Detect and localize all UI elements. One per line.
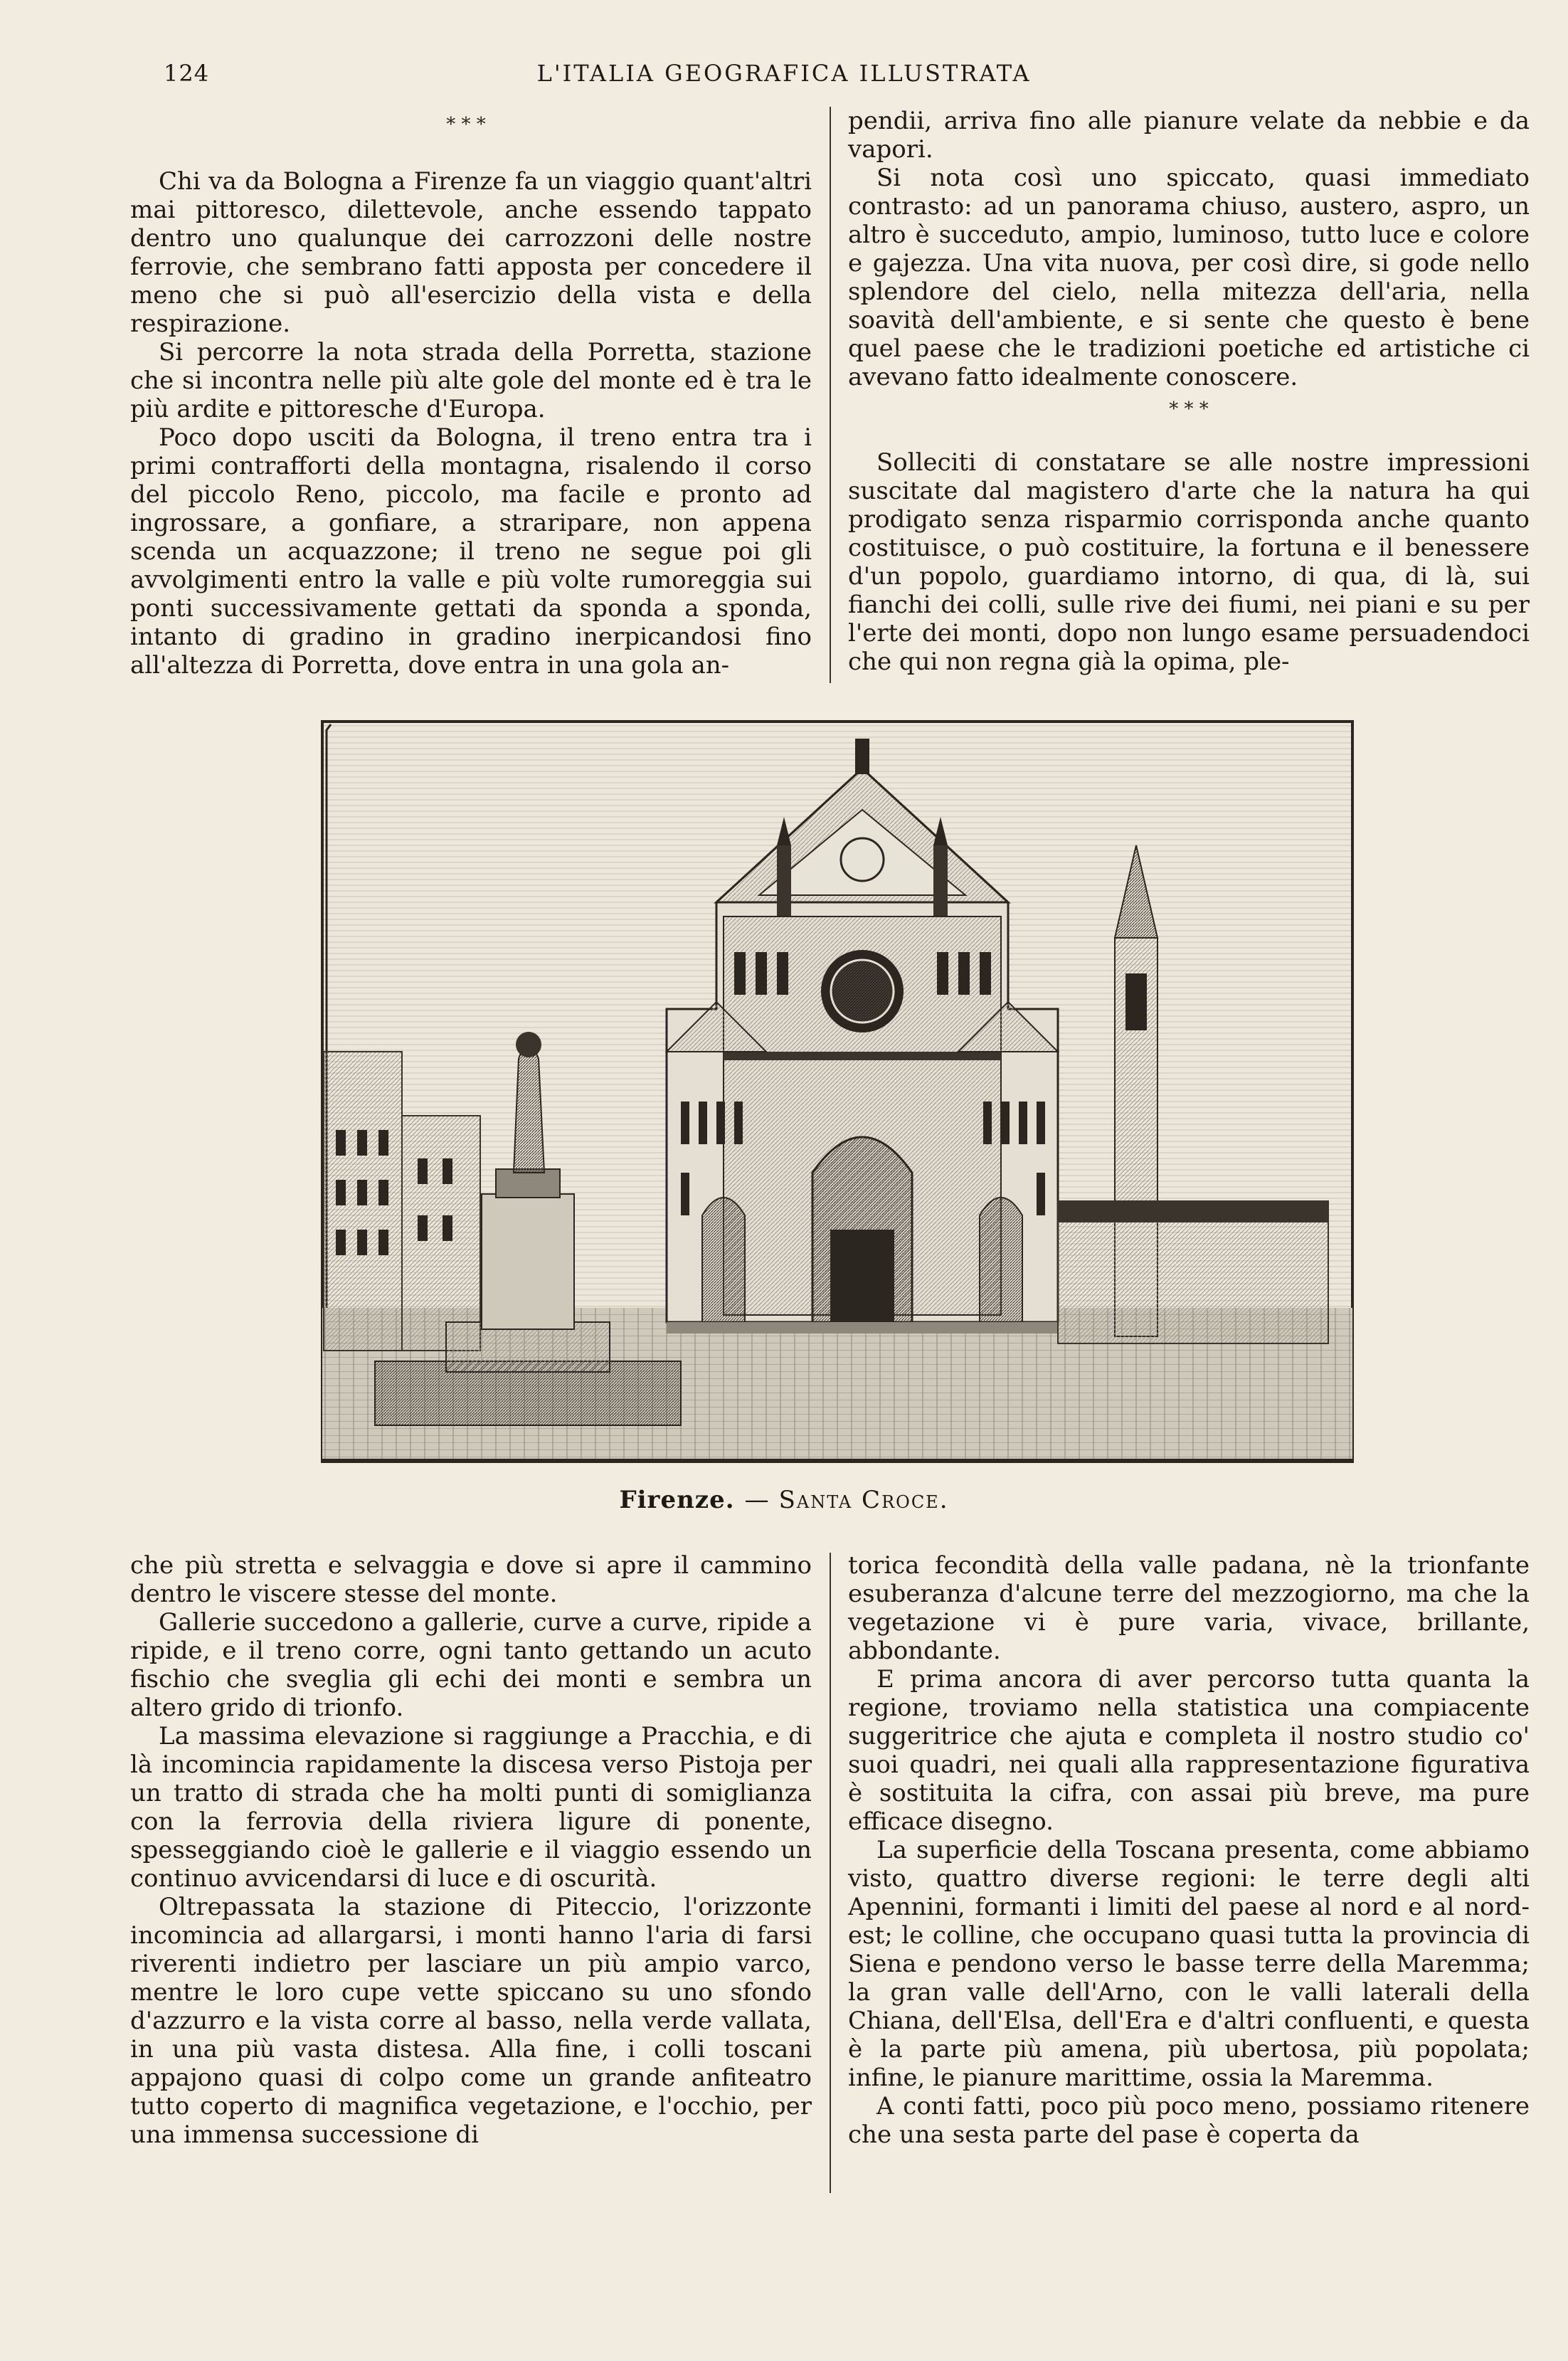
paragraph: Gallerie succedono a gallerie, curve a curve, ripide a ripide, e il treno corre, ogni tanto gettando un acuto fischio che sveglia gli echi dei monti e sembra un altero grido di trionfo. [130,1608,812,1722]
paragraph: che più stretta e selvaggia e dove si apre il cammino dentro le viscere stesse del monte. [130,1551,812,1608]
paragraph: Si nota così uno spiccato, quasi immediato contrasto: ad un panorama chiuso, austero, aspro, un altro è succeduto, ampio, luminoso, tutto luce e colore e gajezza. Una vita nuova, per così dire, si gode nello splendore del cielo, nella mitezza dell'aria, nella soavità dell'ambiente, e si sente che questo è bene quel paese che le tradizioni poetiche ed artistiche ci avevano fatto idealmente conoscere. [848,164,1530,391]
figure-caption [0,1486,1568,1514]
caption-subject: Santa Croce. [778,1486,949,1514]
paragraph: La massima elevazione si raggiunge a Pracchia, e di là incomincia rapidamente la discesa verso Pistoja per un tratto di strada che ha molti punti di somiglianza con la ferrovia della riviera ligure di ponente, spesseggiando cioè le gallerie e il viaggio essendo un continuo avvicendarsi di luce e di oscurità. [130,1722,812,1893]
engraving-santa-croce [318,717,1357,1466]
section-asterism-mid: * * * [1169,398,1209,420]
paragraph: torica fecondità della valle padana, nè la trionfante esuberanza d'alcune terre del mezzogiorno, ma che la vegetazione vi è pure varia, vivace, brillante, abbondante. [848,1551,1530,1665]
text-column-bottom-left [130,1551,812,2149]
paragraph: Solleciti di constatare se alle nostre impressioni suscitate dal magistero d'arte che la natura ha qui prodigato senza risparmio corrisponda anche quanto costituisce, o può costituire, la fortuna e il benessere d'un popolo, guardiamo intorno, di qua, di là, sui fianchi dei colli, sulle rive dei fiumi, nei piani e su per l'erte dei monti, dopo non lungo esame persuadendoci che qui non regna già la opima, ple- [848,448,1530,676]
text-column-bottom-right [848,1551,1530,2149]
paragraph: Poco dopo usciti da Bologna, il treno entra tra i primi contrafforti della montagna, risalendo il corso del piccolo Reno, piccolo, ma facile e pronto ad ingrossare, a gonfiare, a straripare, non appena scenda un acquazzone; il treno ne segue poi gli avvolgimenti entro la valle e più volte rumoreggia sui ponti successivamente gettati da sponda a sponda, intanto di gradino in gradino inerpicandosi fino all'altezza di Porretta, dove entra in una gola an- [130,423,812,680]
paragraph: E prima ancora di aver percorso tutta quanta la regione, troviamo nella statistica una compiacente suggeritrice che ajuta e completa il nostro studio co' suoi quadri, nei quali alla rappresentazione figurativa è sostituita la cifra, con assai più breve, ma pure efficace disegno. [848,1665,1530,1836]
caption-separator: — [744,1486,769,1514]
paragraph: Si percorre la nota strada della Porretta, stazione che si incontra nelle più alte gole del monte ed è tra le più ardite e pittoresche d'Europa. [130,338,812,423]
church-facade-illustration [318,717,1357,1466]
section-asterism-top: * * * [446,114,486,135]
column-divider [830,1553,831,2193]
paragraph: Oltrepassata la stazione di Piteccio, l'orizzonte incomincia ad allargarsi, i monti hanno l'aria di farsi riverenti indietro per lasciare un più ampio varco, mentre le loro cupe vette spiccano su uno sfondo d'azzurro e la vista corre al basso, nella verde vallata, in una più vasta distesa. Alla fine, i colli toscani appajono quasi di colpo come un grande anfiteatro tutto coperto di magnifica vegetazione, e l'occhio, per una immensa successione di [130,1893,812,2149]
paragraph: La superficie della Toscana presenta, come abbiamo visto, quattro diverse regioni: le terre degli alti Apennini, formanti i limiti del paese al nord e al nord-est; le colline, che occupano quasi tutta la provincia di Siena e pendono verso le basse terre della Maremma; la gran valle dell'Arno, con le valli laterali della Chiana, dell'Elsa, dell'Era e d'altri confluenti, e questa è la parte più amena, più ubertosa, più popolata; infine, le pianure marittime, ossia la Maremma. [848,1836,1530,2092]
text-column-top-right [848,107,1530,676]
paragraph: Chi va da Bologna a Firenze fa un viaggio quant'altri mai pittoresco, dilettevole, anche essendo tappato dentro uno qualunque dei carrozzoni delle nostre ferrovie, che sembrano fatti apposta per concedere il meno che si può all'esercizio della vista e della respirazione. [130,167,812,338]
caption-place: Firenze. [619,1486,735,1514]
text-column-top-left [130,167,812,680]
paragraph: pendii, arriva fino alle pianure velate da nebbie e da vapori. [848,107,1530,164]
paragraph: A conti fatti, poco più poco meno, possiamo ritenere che una sesta parte del pase è coperta da [848,2092,1530,2149]
page-number: 124 [164,60,210,87]
running-header [0,60,1568,95]
column-divider [830,107,831,683]
journal-title: L'ITALIA GEOGRAFICA ILLUSTRATA [536,60,1032,87]
